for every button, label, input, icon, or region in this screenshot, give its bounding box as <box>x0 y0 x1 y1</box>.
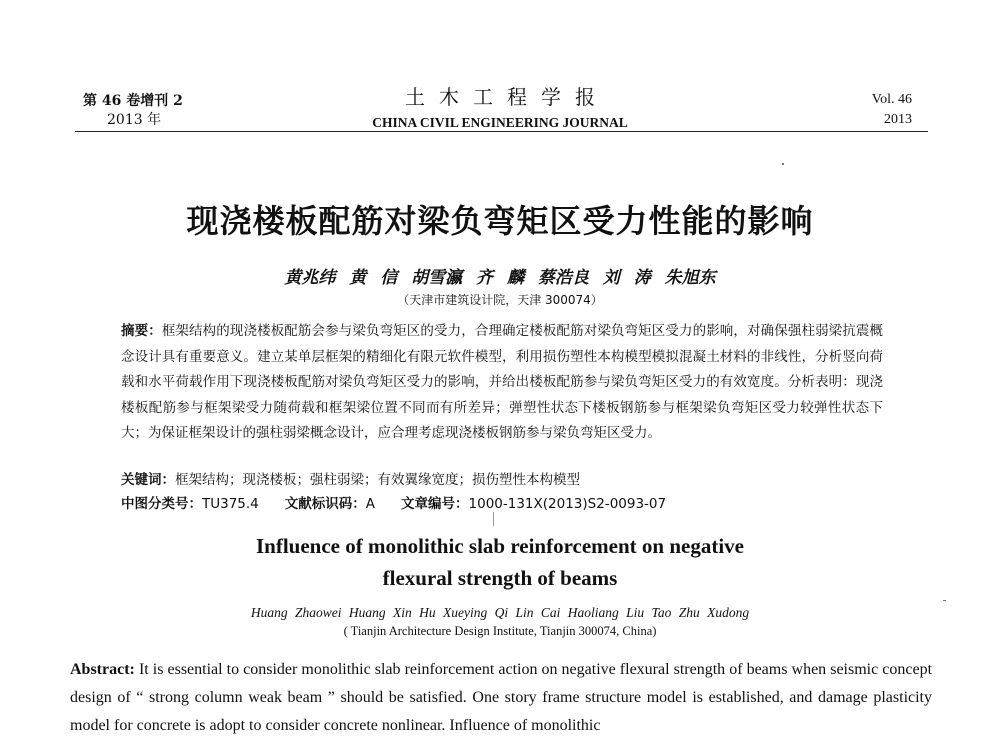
abstract-cn-text: 框架结构的现浇楼板配筋会参与梁负弯矩区的受力，合理确定楼板配筋对梁负弯矩区受力的影响，对确保强柱弱梁抗震概念设计具有重要意义。建立某单层框架的精细化有限元软件模型，利用损伤塑性本构模型模拟混凝土材料的非线性，分析竖向荷载和水平荷载作用下现浇楼板配筋对梁负弯矩区受力的影响，并给出楼板配筋参与梁负弯矩区受力的有效宽度。分析表明：现浇楼板配筋参与框架梁受力随荷载和框架梁位置不同而有所差异；弹塑性状态下楼板钢筋参与框架梁负弯矩区受力较弹性状态下大；为保证框架设计的强柱弱梁概念设计，应合理考虑现浇楼板钢筋参与梁负弯矩区受力。 <box>121 323 883 441</box>
paper-title-en-line2: flexural strength of beams <box>382 566 618 590</box>
keywords-cn <box>121 470 580 490</box>
abstract-cn-label: 摘要： <box>121 323 162 339</box>
volume-cn: 第 46 卷增刊 2 <box>83 93 183 109</box>
year-en: 2013 <box>884 112 912 127</box>
authors-en: Huang Zhaowei Huang Xin Hu Xueying Qi Lin Cai Haoliang Liu Tao Zhu Xudong <box>250 605 750 620</box>
clc-value: TU375.4 <box>202 496 259 512</box>
scan-speck <box>782 163 784 165</box>
clc-label: 中图分类号： <box>121 496 202 512</box>
journal-name-en: CHINA CIVIL ENGINEERING JOURNAL <box>372 115 628 130</box>
journal-masthead <box>300 86 700 132</box>
paper-title-cn: 现浇楼板配筋对梁负弯矩区受力性能的影响 <box>186 202 814 240</box>
abstract-en-text: It is essential to consider monolithic slab reinforcement action on negative flexural strength of beams when seismic concept design of “ strong column weak beam ” should be satisfied. One story frame structure model is established, and damage plasticity model for concrete is adopt to consider concrete nonlinear. Influence of monolithic <box>70 661 933 734</box>
header-rule <box>75 131 928 132</box>
header-volume-en <box>872 90 912 130</box>
abstract-en <box>70 656 932 740</box>
affiliation-cn: （天津市建筑设计院，天津 300074） <box>397 293 603 307</box>
year-cn: 2013 年 <box>107 112 162 128</box>
paper-title-en <box>0 530 1000 594</box>
keywords-cn-label: 关键词： <box>121 472 175 488</box>
doc-code-value: A <box>365 496 376 512</box>
scan-speck <box>943 600 946 601</box>
classification-line <box>121 494 666 514</box>
scan-speck <box>493 512 494 526</box>
article-number-label: 文章编号： <box>401 496 469 512</box>
abstract-en-label: Abstract: <box>70 661 135 678</box>
paper-title-en-line1: Influence of monolithic slab reinforcement on negative <box>255 534 744 558</box>
doc-code-label: 文献标识码： <box>284 496 366 512</box>
keywords-cn-text: 框架结构；现浇楼板；强柱弱梁；有效翼缘宽度；损伤塑性本构模型 <box>175 472 580 488</box>
authors-cn: 黄兆纬 黄 信 胡雪瀛 齐 麟 蔡浩良 刘 涛 朱旭东 <box>284 268 716 288</box>
affiliation-en: ( Tianjin Architecture Design Institute, Tianjin 300074, China) <box>343 624 657 638</box>
volume-en: Vol. 46 <box>871 92 912 107</box>
header-volume-cn <box>83 92 183 130</box>
journal-name-cn: 土木工程学报 <box>405 87 609 109</box>
abstract-cn <box>121 319 883 447</box>
article-number-value: 1000-131X(2013)S2-0093-07 <box>468 496 667 512</box>
